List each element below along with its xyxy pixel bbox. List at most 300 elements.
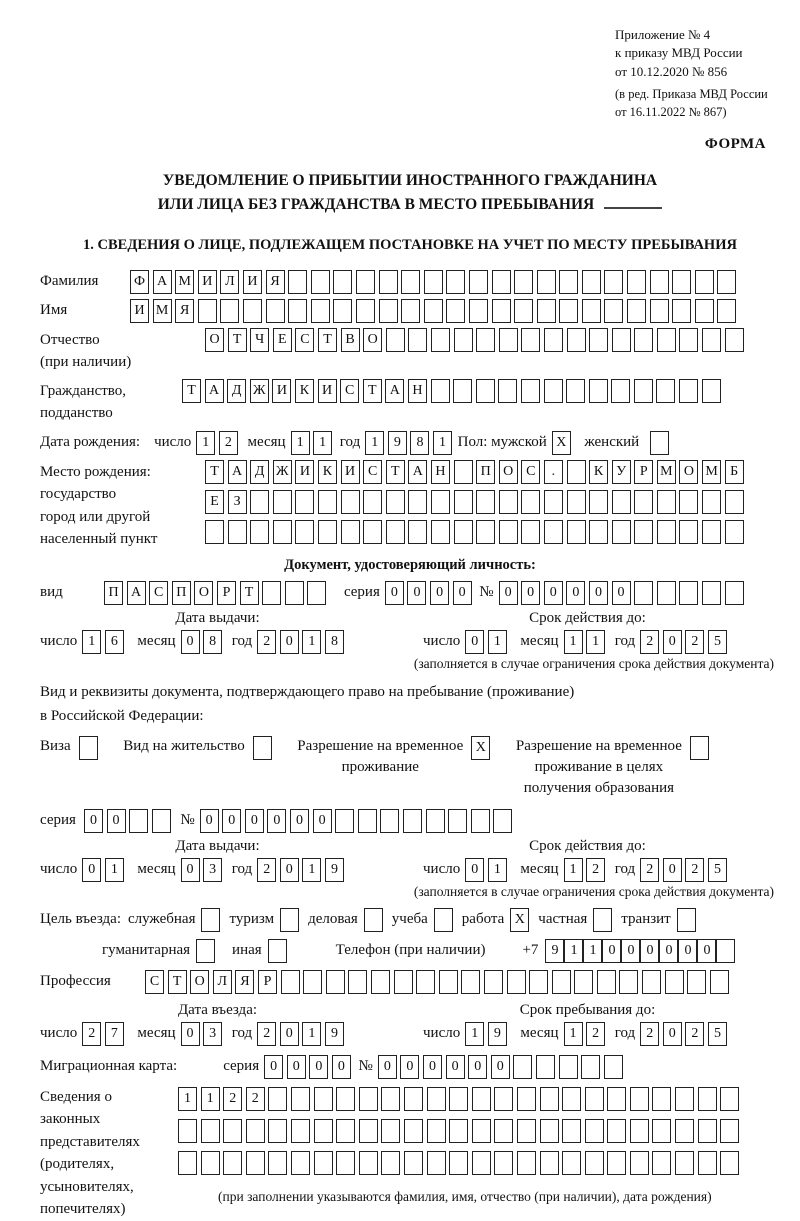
char-box[interactable] <box>537 299 556 323</box>
char-box[interactable]: С <box>521 460 540 484</box>
male-checkbox[interactable] <box>552 431 575 455</box>
char-box[interactable]: 0 <box>400 1055 419 1079</box>
char-box[interactable] <box>386 520 405 544</box>
char-box[interactable] <box>449 1119 468 1143</box>
char-box[interactable] <box>314 1087 333 1111</box>
char-box[interactable] <box>657 328 676 352</box>
char-box[interactable] <box>381 1087 400 1111</box>
char-box[interactable] <box>336 1151 355 1175</box>
char-box[interactable] <box>725 328 744 352</box>
char-box[interactable] <box>318 490 337 514</box>
char-box[interactable] <box>650 299 669 323</box>
visa-checkbox[interactable] <box>71 736 102 760</box>
residence-permit-checkbox[interactable] <box>245 736 276 760</box>
char-box[interactable] <box>562 1087 581 1111</box>
char-box[interactable] <box>612 490 631 514</box>
char-box[interactable]: 0 <box>465 630 484 654</box>
char-box[interactable] <box>223 1119 242 1143</box>
char-box[interactable] <box>567 490 586 514</box>
char-box[interactable] <box>514 299 533 323</box>
char-box[interactable]: И <box>130 299 149 323</box>
char-box[interactable]: 1 <box>302 858 321 882</box>
char-box[interactable]: К <box>589 460 608 484</box>
char-box[interactable] <box>559 299 578 323</box>
char-box[interactable]: 0 <box>602 939 621 963</box>
char-box[interactable] <box>517 1087 536 1111</box>
char-box[interactable] <box>472 1087 491 1111</box>
char-box[interactable] <box>540 1119 559 1143</box>
char-box[interactable]: 0 <box>280 1022 299 1046</box>
char-box[interactable] <box>446 270 465 294</box>
char-box[interactable] <box>341 490 360 514</box>
char-box[interactable] <box>220 299 239 323</box>
char-box[interactable] <box>364 908 383 932</box>
char-box[interactable] <box>702 328 721 352</box>
char-box[interactable] <box>386 328 405 352</box>
char-box[interactable]: 9 <box>545 939 564 963</box>
char-box[interactable] <box>634 490 653 514</box>
char-box[interactable] <box>404 1119 423 1143</box>
char-box[interactable] <box>562 1151 581 1175</box>
char-box[interactable] <box>665 970 684 994</box>
char-box[interactable] <box>498 379 517 403</box>
char-box[interactable]: . <box>544 460 563 484</box>
char-box[interactable] <box>198 299 217 323</box>
char-box[interactable]: 1 <box>564 1022 583 1046</box>
char-box[interactable] <box>454 490 473 514</box>
char-box[interactable]: 1 <box>82 630 101 654</box>
purpose-study-checkbox[interactable] <box>434 908 453 932</box>
char-box[interactable]: 2 <box>586 1022 605 1046</box>
char-box[interactable] <box>695 299 714 323</box>
char-box[interactable] <box>634 520 653 544</box>
char-box[interactable]: 0 <box>280 858 299 882</box>
char-box[interactable]: Н <box>408 379 427 403</box>
char-box[interactable] <box>201 1151 220 1175</box>
char-box[interactable] <box>702 490 721 514</box>
char-box[interactable] <box>574 970 593 994</box>
char-box[interactable] <box>567 460 586 484</box>
char-box[interactable]: Т <box>318 328 337 352</box>
char-box[interactable] <box>517 1119 536 1143</box>
char-box[interactable]: С <box>145 970 164 994</box>
char-box[interactable] <box>687 970 706 994</box>
char-box[interactable]: 8 <box>410 431 429 455</box>
char-box[interactable]: К <box>318 460 337 484</box>
char-box[interactable]: З <box>228 490 247 514</box>
char-box[interactable] <box>652 1119 671 1143</box>
char-box[interactable] <box>607 1087 626 1111</box>
char-box[interactable]: 1 <box>302 630 321 654</box>
char-box[interactable]: 0 <box>378 1055 397 1079</box>
char-box[interactable]: 0 <box>181 858 200 882</box>
char-box[interactable] <box>291 1151 310 1175</box>
char-box[interactable]: 1 <box>302 1022 321 1046</box>
char-box[interactable]: 2 <box>685 858 704 882</box>
char-box[interactable] <box>612 328 631 352</box>
purpose-transit-checkbox[interactable] <box>677 908 696 932</box>
char-box[interactable]: Д <box>250 460 269 484</box>
char-box[interactable]: Т <box>386 460 405 484</box>
char-box[interactable]: 5 <box>708 858 727 882</box>
char-box[interactable]: П <box>476 460 495 484</box>
char-box[interactable] <box>359 1119 378 1143</box>
char-box[interactable] <box>446 299 465 323</box>
char-box[interactable] <box>657 581 676 605</box>
char-box[interactable] <box>291 1087 310 1111</box>
char-box[interactable] <box>178 1119 197 1143</box>
char-box[interactable]: 2 <box>82 1022 101 1046</box>
char-box[interactable]: 0 <box>181 630 200 654</box>
char-box[interactable]: А <box>228 460 247 484</box>
char-box[interactable]: Т <box>363 379 382 403</box>
char-box[interactable] <box>679 520 698 544</box>
char-box[interactable] <box>612 520 631 544</box>
char-box[interactable] <box>476 490 495 514</box>
char-box[interactable] <box>484 970 503 994</box>
char-box[interactable] <box>493 809 512 833</box>
char-box[interactable]: М <box>702 460 721 484</box>
char-box[interactable] <box>439 970 458 994</box>
char-box[interactable] <box>582 270 601 294</box>
char-box[interactable] <box>544 490 563 514</box>
char-box[interactable]: 0 <box>640 939 659 963</box>
char-box[interactable] <box>585 1119 604 1143</box>
char-box[interactable] <box>250 520 269 544</box>
temp-residence-checkbox[interactable] <box>463 736 494 760</box>
char-box[interactable] <box>725 581 744 605</box>
char-box[interactable]: 1 <box>465 1022 484 1046</box>
char-box[interactable]: 2 <box>685 1022 704 1046</box>
char-box[interactable] <box>492 270 511 294</box>
purpose-humanitarian-checkbox[interactable] <box>196 939 215 963</box>
char-box[interactable] <box>273 520 292 544</box>
char-box[interactable] <box>725 520 744 544</box>
char-box[interactable]: А <box>127 581 146 605</box>
char-box[interactable] <box>540 1087 559 1111</box>
char-box[interactable] <box>363 490 382 514</box>
char-box[interactable]: 0 <box>267 809 286 833</box>
char-box[interactable]: С <box>149 581 168 605</box>
char-box[interactable]: Т <box>228 328 247 352</box>
char-box[interactable] <box>196 939 215 963</box>
char-box[interactable] <box>604 1055 623 1079</box>
char-box[interactable]: 0 <box>491 1055 510 1079</box>
char-box[interactable] <box>291 1119 310 1143</box>
char-box[interactable] <box>559 1055 578 1079</box>
char-box[interactable] <box>434 908 453 932</box>
char-box[interactable] <box>371 970 390 994</box>
char-box[interactable]: 0 <box>663 858 682 882</box>
char-box[interactable]: 0 <box>385 581 404 605</box>
char-box[interactable]: И <box>272 379 291 403</box>
char-box[interactable] <box>246 1151 265 1175</box>
char-box[interactable] <box>517 1151 536 1175</box>
char-box[interactable] <box>379 299 398 323</box>
char-box[interactable]: 0 <box>313 809 332 833</box>
char-box[interactable] <box>408 490 427 514</box>
char-box[interactable] <box>672 299 691 323</box>
char-box[interactable]: О <box>205 328 224 352</box>
char-box[interactable]: 0 <box>84 809 103 833</box>
char-box[interactable]: Ж <box>250 379 269 403</box>
char-box[interactable]: 2 <box>257 1022 276 1046</box>
char-box[interactable]: 0 <box>222 809 241 833</box>
char-box[interactable]: Т <box>182 379 201 403</box>
char-box[interactable]: 1 <box>201 1087 220 1111</box>
char-box[interactable] <box>656 379 675 403</box>
char-box[interactable] <box>499 328 518 352</box>
char-box[interactable]: О <box>679 460 698 484</box>
char-box[interactable] <box>589 328 608 352</box>
char-box[interactable] <box>268 939 287 963</box>
temp-residence-education-checkbox[interactable] <box>682 736 713 760</box>
char-box[interactable]: 1 <box>433 431 452 455</box>
char-box[interactable]: 6 <box>105 630 124 654</box>
char-box[interactable] <box>607 1119 626 1143</box>
char-box[interactable]: 1 <box>313 431 332 455</box>
char-box[interactable] <box>562 1119 581 1143</box>
char-box[interactable]: 1 <box>488 858 507 882</box>
char-box[interactable]: О <box>499 460 518 484</box>
char-box[interactable] <box>461 970 480 994</box>
char-box[interactable]: 2 <box>640 1022 659 1046</box>
char-box[interactable] <box>453 379 472 403</box>
char-box[interactable] <box>318 520 337 544</box>
char-box[interactable] <box>716 939 735 963</box>
char-box[interactable] <box>702 379 721 403</box>
char-box[interactable]: 0 <box>521 581 540 605</box>
char-box[interactable] <box>268 1151 287 1175</box>
char-box[interactable] <box>585 1087 604 1111</box>
char-box[interactable]: Я <box>235 970 254 994</box>
char-box[interactable] <box>472 1151 491 1175</box>
char-box[interactable]: 3 <box>203 858 222 882</box>
char-box[interactable] <box>679 328 698 352</box>
char-box[interactable]: И <box>341 460 360 484</box>
char-box[interactable]: 1 <box>291 431 310 455</box>
char-box[interactable]: 0 <box>107 809 126 833</box>
char-box[interactable]: А <box>205 379 224 403</box>
char-box[interactable]: Ч <box>250 328 269 352</box>
char-box[interactable] <box>408 328 427 352</box>
char-box[interactable]: Т <box>168 970 187 994</box>
char-box[interactable] <box>288 299 307 323</box>
char-box[interactable] <box>359 1087 378 1111</box>
char-box[interactable] <box>314 1119 333 1143</box>
char-box[interactable]: 1 <box>564 858 583 882</box>
char-box[interactable]: 1 <box>564 630 583 654</box>
char-box[interactable] <box>404 1087 423 1111</box>
char-box[interactable]: Е <box>205 490 224 514</box>
char-box[interactable] <box>268 1087 287 1111</box>
char-box[interactable] <box>243 299 262 323</box>
purpose-work-checkbox[interactable] <box>510 908 529 932</box>
char-box[interactable] <box>552 970 571 994</box>
char-box[interactable]: 0 <box>566 581 585 605</box>
char-box[interactable] <box>521 379 540 403</box>
char-box[interactable] <box>717 270 736 294</box>
char-box[interactable]: К <box>295 379 314 403</box>
char-box[interactable] <box>494 1151 513 1175</box>
char-box[interactable]: X <box>510 908 529 932</box>
char-box[interactable] <box>675 1087 694 1111</box>
char-box[interactable]: 0 <box>200 809 219 833</box>
char-box[interactable] <box>650 431 669 455</box>
char-box[interactable]: Л <box>220 270 239 294</box>
char-box[interactable] <box>521 328 540 352</box>
char-box[interactable]: 0 <box>280 630 299 654</box>
char-box[interactable]: О <box>190 970 209 994</box>
purpose-other-checkbox[interactable] <box>268 939 287 963</box>
char-box[interactable] <box>129 809 148 833</box>
char-box[interactable] <box>566 379 585 403</box>
char-box[interactable]: Ф <box>130 270 149 294</box>
char-box[interactable]: 1 <box>583 939 602 963</box>
char-box[interactable]: 2 <box>219 431 238 455</box>
char-box[interactable] <box>476 379 495 403</box>
char-box[interactable]: 1 <box>105 858 124 882</box>
char-box[interactable]: 0 <box>430 581 449 605</box>
char-box[interactable] <box>295 520 314 544</box>
char-box[interactable] <box>521 490 540 514</box>
char-box[interactable] <box>521 520 540 544</box>
char-box[interactable]: 2 <box>257 630 276 654</box>
char-box[interactable] <box>675 1151 694 1175</box>
char-box[interactable]: 8 <box>325 630 344 654</box>
char-box[interactable] <box>431 379 450 403</box>
char-box[interactable] <box>335 809 354 833</box>
char-box[interactable] <box>303 970 322 994</box>
char-box[interactable]: 2 <box>640 630 659 654</box>
char-box[interactable] <box>449 1087 468 1111</box>
char-box[interactable] <box>201 908 220 932</box>
char-box[interactable]: Т <box>240 581 259 605</box>
char-box[interactable] <box>567 328 586 352</box>
purpose-official-checkbox[interactable] <box>201 908 220 932</box>
char-box[interactable] <box>634 328 653 352</box>
char-box[interactable]: И <box>243 270 262 294</box>
char-box[interactable] <box>223 1151 242 1175</box>
char-box[interactable] <box>679 379 698 403</box>
char-box[interactable] <box>690 736 709 760</box>
char-box[interactable]: 0 <box>290 809 309 833</box>
char-box[interactable] <box>381 1151 400 1175</box>
char-box[interactable]: М <box>153 299 172 323</box>
char-box[interactable]: 0 <box>612 581 631 605</box>
char-box[interactable] <box>427 1087 446 1111</box>
char-box[interactable] <box>597 970 616 994</box>
char-box[interactable] <box>379 270 398 294</box>
char-box[interactable] <box>679 581 698 605</box>
char-box[interactable] <box>619 970 638 994</box>
char-box[interactable] <box>544 520 563 544</box>
char-box[interactable] <box>567 520 586 544</box>
char-box[interactable]: 3 <box>203 1022 222 1046</box>
char-box[interactable] <box>295 490 314 514</box>
char-box[interactable] <box>607 1151 626 1175</box>
char-box[interactable] <box>454 460 473 484</box>
char-box[interactable]: 9 <box>388 431 407 455</box>
char-box[interactable] <box>702 520 721 544</box>
char-box[interactable]: Р <box>217 581 236 605</box>
char-box[interactable] <box>589 490 608 514</box>
char-box[interactable]: 2 <box>223 1087 242 1111</box>
char-box[interactable] <box>416 970 435 994</box>
char-box[interactable] <box>424 270 443 294</box>
char-box[interactable] <box>652 1087 671 1111</box>
char-box[interactable] <box>281 970 300 994</box>
char-box[interactable] <box>492 299 511 323</box>
char-box[interactable] <box>201 1119 220 1143</box>
char-box[interactable]: М <box>175 270 194 294</box>
char-box[interactable] <box>394 970 413 994</box>
char-box[interactable] <box>702 581 721 605</box>
char-box[interactable]: Д <box>227 379 246 403</box>
char-box[interactable]: 0 <box>663 1022 682 1046</box>
char-box[interactable]: 0 <box>453 581 472 605</box>
char-box[interactable]: А <box>153 270 172 294</box>
char-box[interactable] <box>634 379 653 403</box>
char-box[interactable]: 1 <box>196 431 215 455</box>
char-box[interactable]: X <box>471 736 490 760</box>
char-box[interactable] <box>336 1087 355 1111</box>
char-box[interactable]: И <box>295 460 314 484</box>
char-box[interactable] <box>698 1119 717 1143</box>
char-box[interactable] <box>604 299 623 323</box>
char-box[interactable] <box>469 299 488 323</box>
char-box[interactable]: 0 <box>659 939 678 963</box>
char-box[interactable]: 0 <box>589 581 608 605</box>
char-box[interactable] <box>537 270 556 294</box>
char-box[interactable]: О <box>194 581 213 605</box>
char-box[interactable] <box>426 809 445 833</box>
char-box[interactable]: 0 <box>287 1055 306 1079</box>
char-box[interactable] <box>359 1151 378 1175</box>
char-box[interactable]: 0 <box>309 1055 328 1079</box>
char-box[interactable] <box>424 299 443 323</box>
char-box[interactable] <box>642 970 661 994</box>
char-box[interactable] <box>627 299 646 323</box>
char-box[interactable]: С <box>295 328 314 352</box>
char-box[interactable] <box>431 490 450 514</box>
char-box[interactable] <box>529 970 548 994</box>
char-box[interactable]: Б <box>725 460 744 484</box>
char-box[interactable] <box>285 581 304 605</box>
char-box[interactable] <box>589 520 608 544</box>
char-box[interactable] <box>476 520 495 544</box>
char-box[interactable]: 9 <box>325 1022 344 1046</box>
char-box[interactable]: 0 <box>621 939 640 963</box>
char-box[interactable] <box>336 1119 355 1143</box>
char-box[interactable] <box>630 1151 649 1175</box>
char-box[interactable] <box>536 1055 555 1079</box>
char-box[interactable] <box>408 520 427 544</box>
char-box[interactable] <box>630 1119 649 1143</box>
char-box[interactable]: С <box>363 460 382 484</box>
char-box[interactable] <box>611 379 630 403</box>
char-box[interactable] <box>454 520 473 544</box>
char-box[interactable]: А <box>385 379 404 403</box>
char-box[interactable] <box>427 1119 446 1143</box>
char-box[interactable] <box>717 299 736 323</box>
char-box[interactable]: 2 <box>586 858 605 882</box>
char-box[interactable] <box>630 1087 649 1111</box>
char-box[interactable] <box>401 299 420 323</box>
char-box[interactable]: 0 <box>468 1055 487 1079</box>
char-box[interactable] <box>262 581 281 605</box>
char-box[interactable] <box>253 736 272 760</box>
